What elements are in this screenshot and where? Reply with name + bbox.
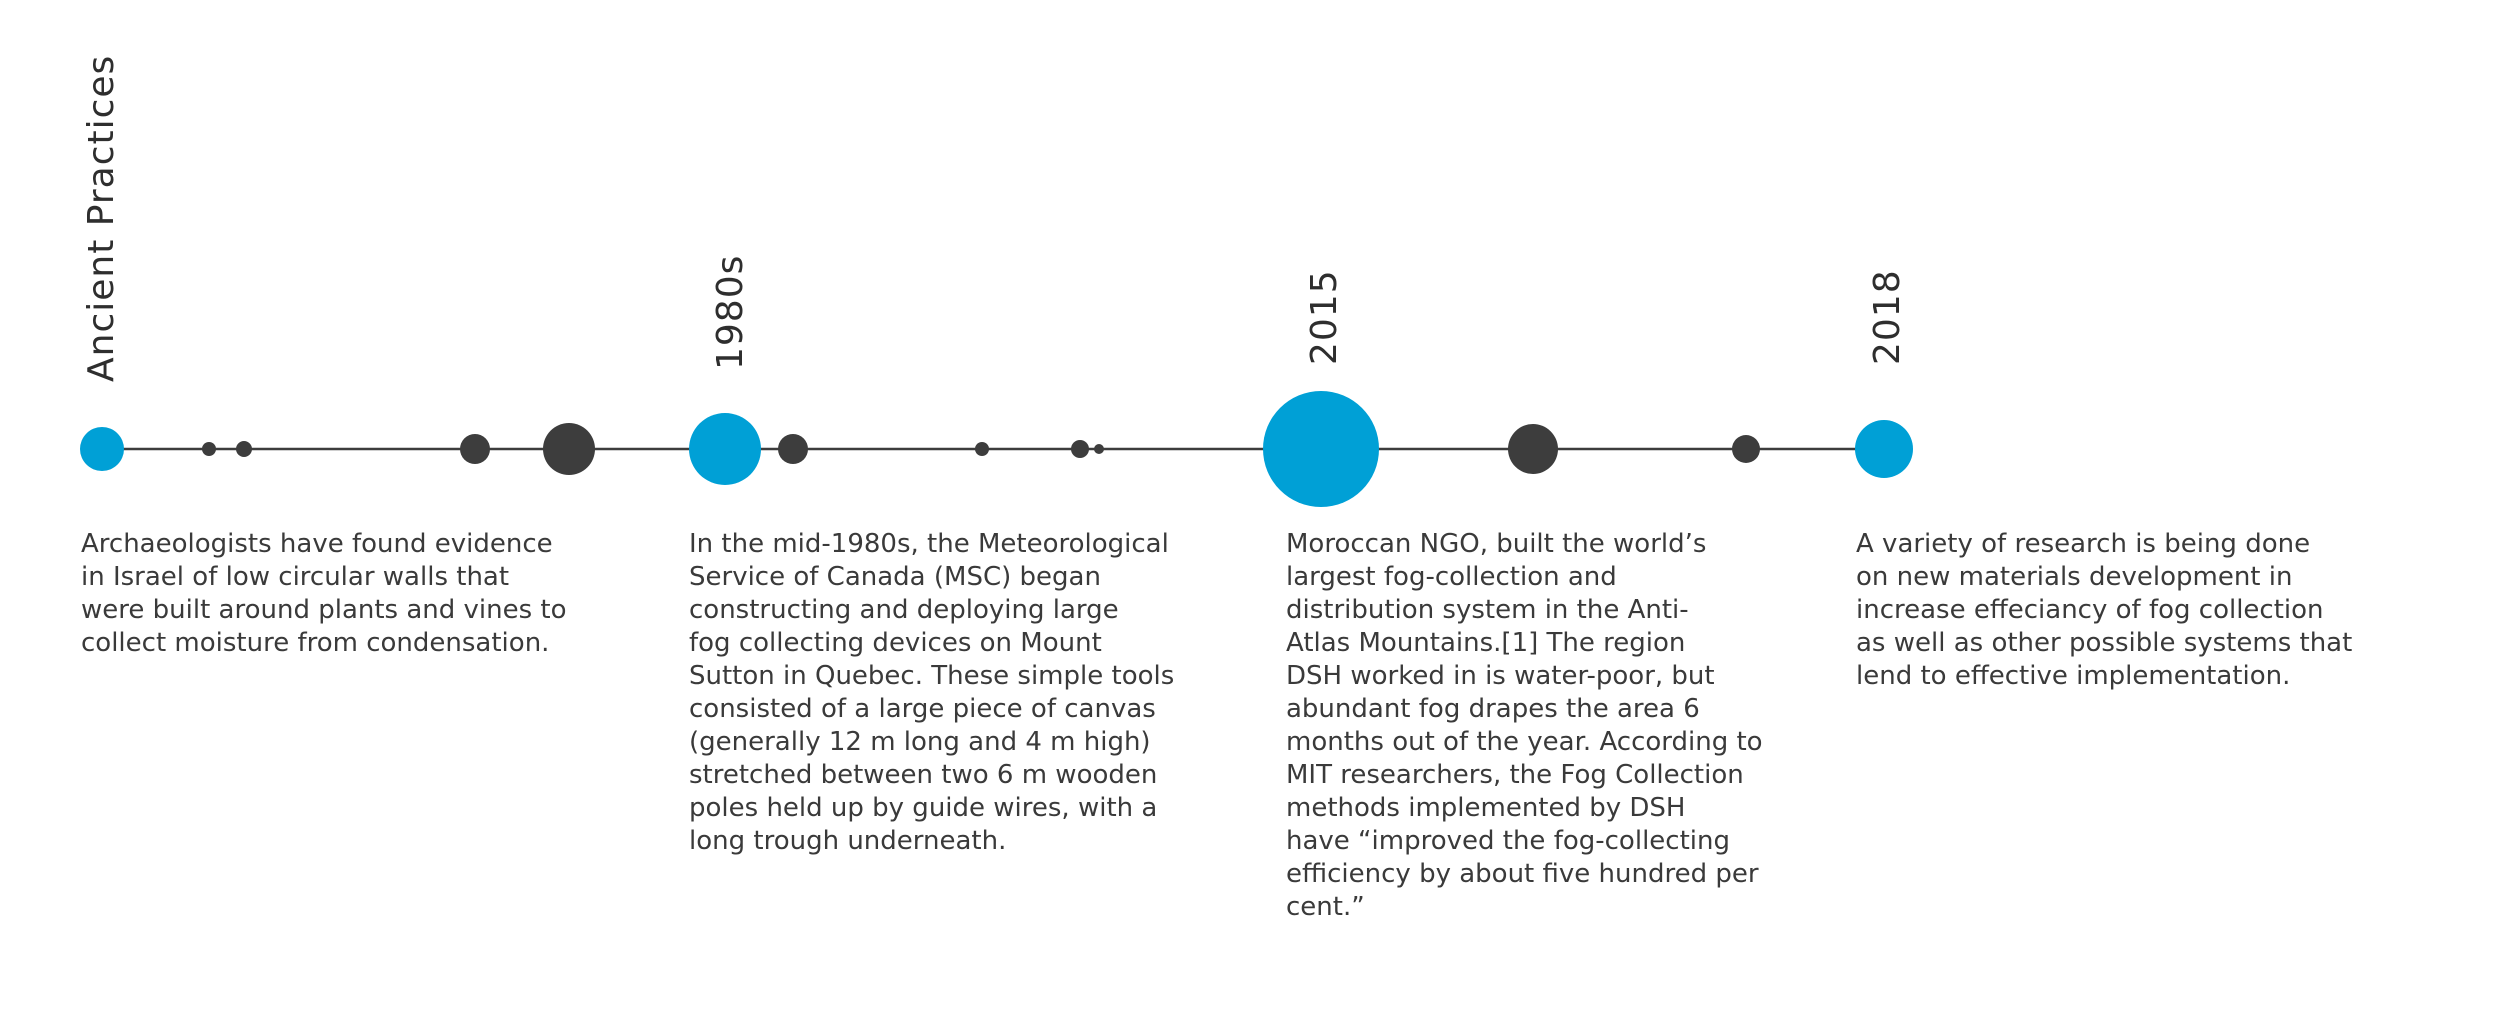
milestone-dot-2015 — [1263, 391, 1379, 507]
timeline-dot — [1732, 435, 1760, 463]
timeline-dot — [460, 434, 490, 464]
era-description-2015: Moroccan NGO, built the world’s largest fog-collection and distribution system in the Anti- Atlas Mountains.[1] The region DSH worked in is water-poor, but abundant fog drapes the area 6 months out of the year. According to MIT researchers, the Fog Collection methods implemented by DSH have “improved the fog-collecting efficiency by about five hundred per cent.” — [1286, 529, 1763, 922]
era-label-ancient: Ancient Practices — [81, 54, 122, 382]
era-description-2018: A variety of research is being done on new materials development in increase effeciancy of fog collection as well as other possible systems that lend to effective implementation. — [1856, 529, 2353, 691]
era-label-2018: 2018 — [1867, 269, 1908, 365]
timeline-dot — [236, 441, 252, 457]
milestone-dot-2018 — [1855, 420, 1913, 478]
era-description-ancient: Archaeologists have found evidence in Israel of low circular walls that were built around plants and vines to collect moisture from condensation. — [81, 529, 567, 658]
era-label-2015: 2015 — [1304, 269, 1345, 365]
era-label-1980s: 1980s — [710, 254, 751, 370]
timeline-dot — [1094, 444, 1104, 454]
timeline-dot — [975, 442, 989, 456]
timeline-dot — [202, 442, 216, 456]
timeline-dot — [778, 434, 808, 464]
era-description-1980s: In the mid-1980s, the Meteorological Service of Canada (MSC) began constructing and deploying large fog collecting devices on Mount Sutton in Quebec. These simple tools consisted of a large piece of canvas (generally 12 m long and 4 m high) stretched between two 6 m wooden poles held up by guide wires, with a long trough underneath. — [689, 529, 1175, 856]
timeline-dot — [1508, 424, 1558, 474]
milestone-dot-ancient — [80, 427, 124, 471]
milestone-dot-1980s — [689, 413, 761, 485]
timeline-dot — [1071, 440, 1089, 458]
timeline-dot — [543, 423, 595, 475]
